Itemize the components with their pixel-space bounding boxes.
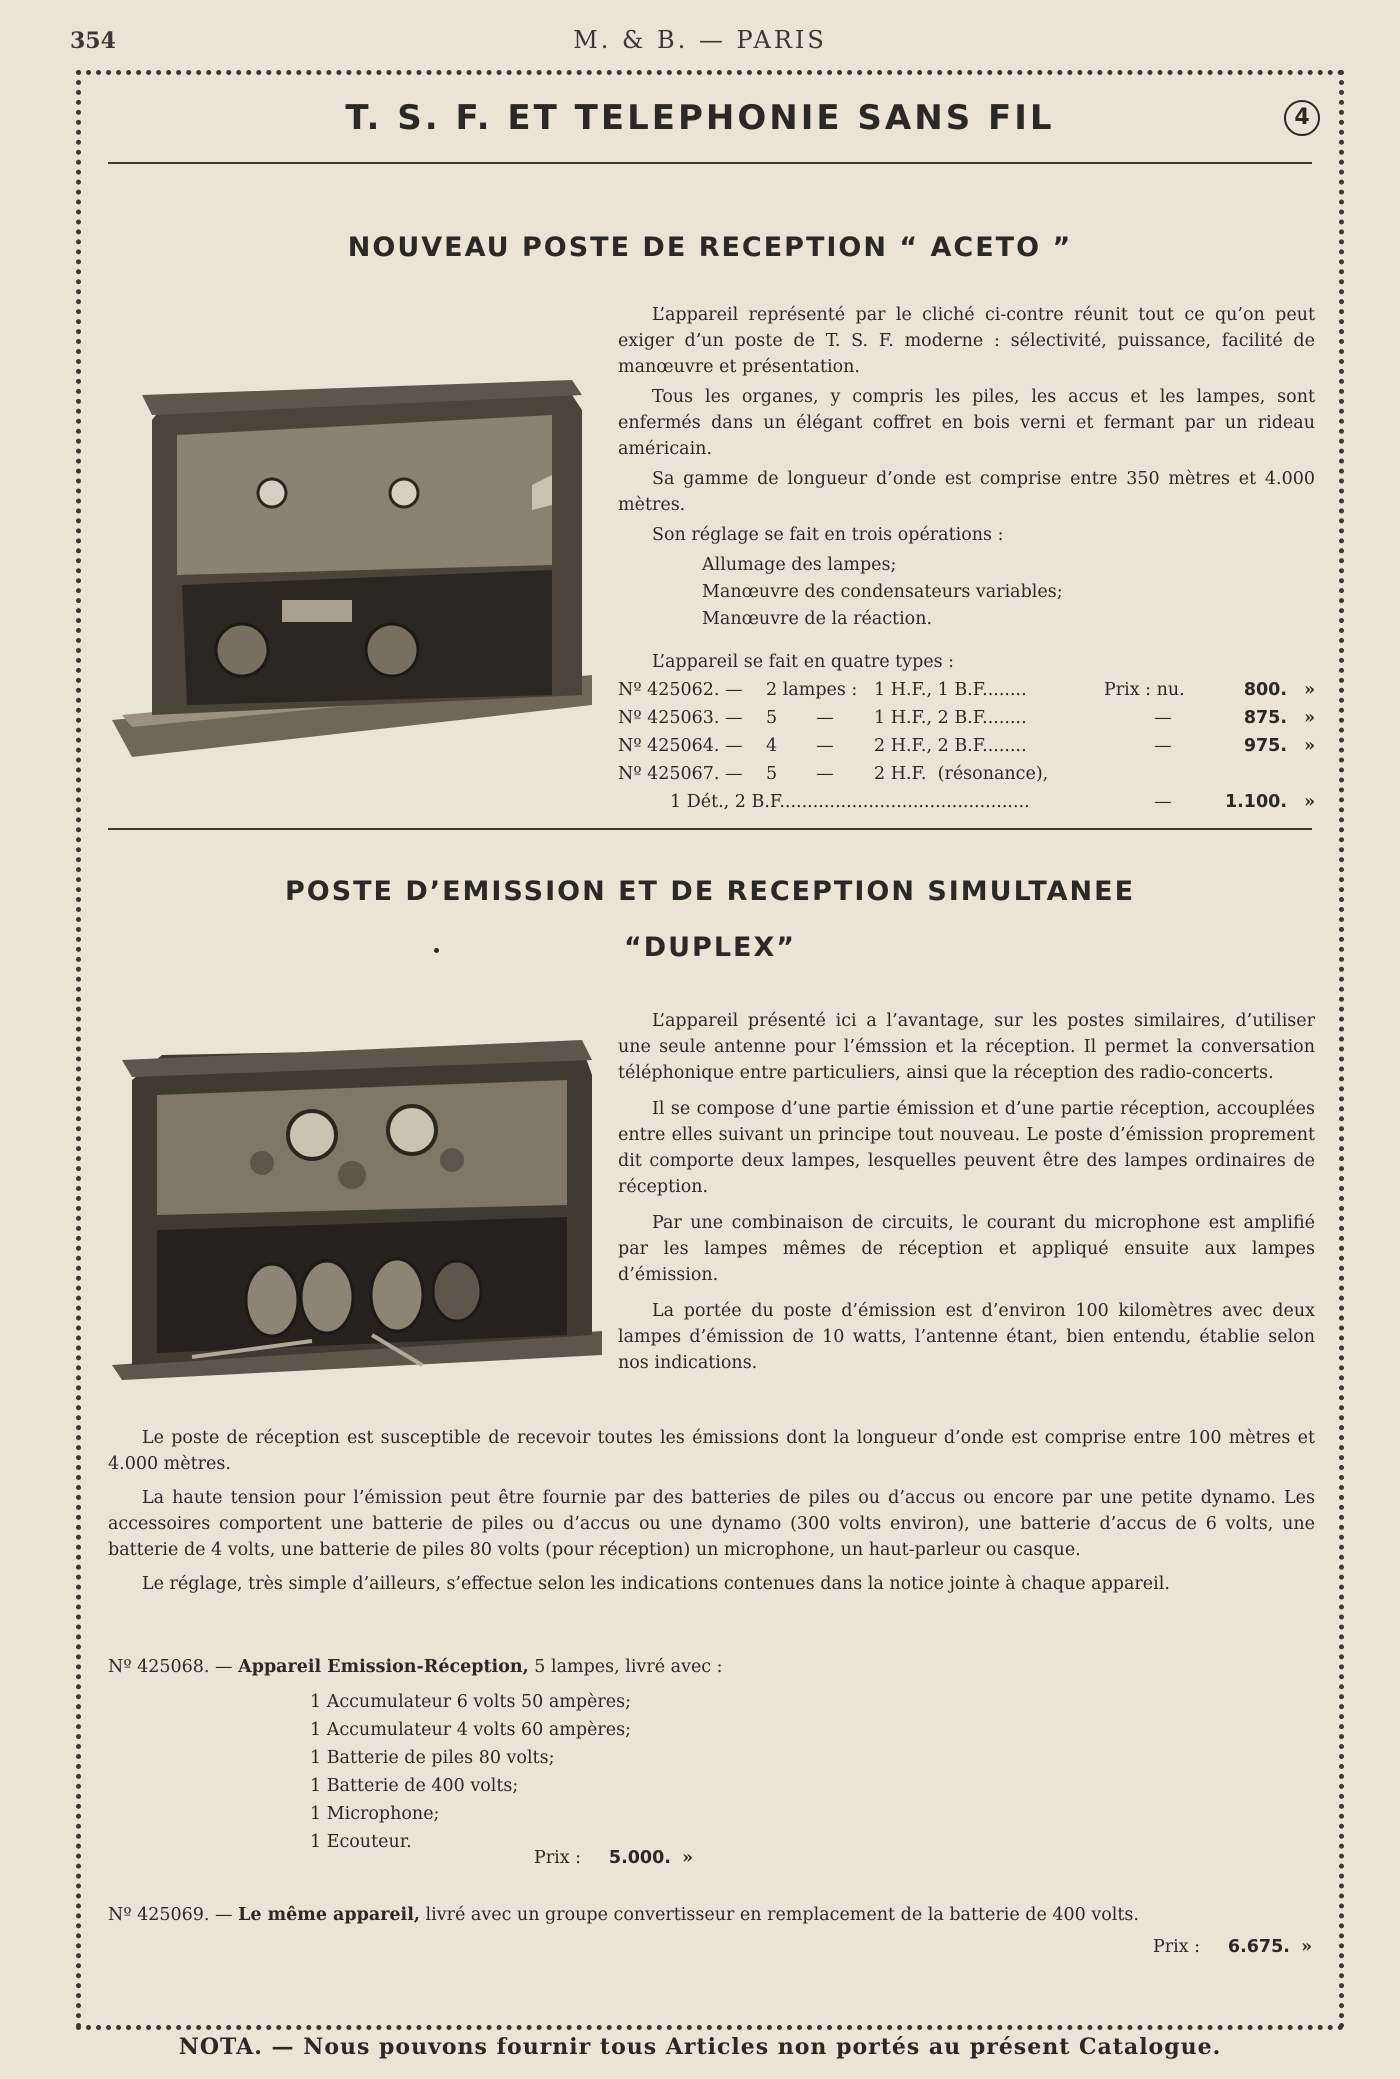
aceto-price-table (618, 652, 1315, 820)
price-row: Nº 425064. — 4 — 2 H.F., 2 B.F........ — 975. » (618, 736, 1315, 756)
price-row: Nº 425067. — 5 — 2 H.F. (résonance), (618, 764, 1049, 784)
accessory-item: 1 Accumulateur 4 volts 60 ampères; (310, 1720, 631, 1740)
page-number: 354 (70, 28, 116, 54)
accessory-item: 1 Batterie de 400 volts; (310, 1776, 519, 1796)
section-title: T. S. F. ET TELEPHONIE SANS FIL (345, 98, 1055, 138)
duplex-paragraph: Il se compose d’une partie émission et d’une partie réception, accouplées entre elles suivant un principe tout nouveau. Le poste d’émission proprement dit comporte deux lampes, lesquelles peuvent être des lampes ordinaires de réception. (618, 1099, 1315, 1197)
duplex-paragraph: La haute tension pour l’émission peut être fournie par des batteries de piles ou d’accus ou encore par une petite dynamo. Les accessoires comportent une batterie de piles ou d’accus ou une dynamo (300 volts environ), une batterie d’accus de 6 volts, une batterie de 4 volts, une batterie de piles 80 volts (pour réception) un microphone, un haut-parleur ou casque. (108, 1488, 1315, 1560)
divider (108, 162, 1312, 164)
aceto-operations-list (702, 552, 1315, 633)
item-425069-price: Prix : 6.675. » (1153, 1937, 1312, 1957)
duplex-paragraph: L’appareil présenté ici a l’avantage, sur les postes similaires, d’utiliser une seule antenne pour l’émssion et la réception. Il permet la conversation téléphonique entre particuliers, ainsi que la réception des radio-concerts. (618, 1011, 1315, 1083)
publisher-header: M. & B. — PARIS (573, 26, 827, 54)
duplex-full-text (108, 1425, 1315, 1601)
item-425068-price: Prix : 5.000. » (534, 1848, 693, 1868)
duplex-title: POSTE D’EMISSION ET DE RECEPTION SIMULTANEE (284, 876, 1136, 907)
aceto-radio-illustration (112, 375, 592, 765)
accessory-item: 1 Batterie de piles 80 volts; (310, 1748, 555, 1768)
duplex-paragraph: Par une combinaison de circuits, le courant du microphone est amplifié par les lampes mêmes de réception et appliqué ensuite aux lampes d’émission. (618, 1213, 1315, 1285)
accessory-item: 1 Microphone; (310, 1804, 440, 1824)
price-row: 1 Dét., 2 B.F............................................. — 1.100. » (670, 792, 1315, 812)
nota-footer: NOTA. — Nous pouvons fournir tous Articles non portés au présent Catalogue. (178, 2034, 1222, 2060)
item-425068-list (310, 1688, 631, 1856)
price-row: Nº 425063. — 5 — 1 H.F., 2 B.F........ — 875. » (618, 708, 1315, 728)
aceto-paragraph: L’appareil représenté par le cliché ci-contre réunit tout ce qu’on peut exiger d’un poste de T. S. F. moderne : sélectivité, puissance, facilité de manœuvre et présentation. (618, 305, 1315, 377)
duplex-radio-illustration (112, 1035, 602, 1380)
duplex-paragraph: La portée du poste d’émission est d’environ 100 kilomètres avec deux lampes d’émission de 10 watts, l’antenne étant, bien entendu, établie selon nos indications. (618, 1301, 1315, 1373)
aceto-paragraph: Son réglage se fait en trois opérations : (652, 525, 1004, 545)
duplex-subtitle: “DUPLEX” (623, 932, 797, 963)
accessory-item: 1 Ecouteur. (310, 1832, 412, 1852)
duplex-paragraph: Le réglage, très simple d’ailleurs, s’effectue selon les indications contenues dans la notice jointe à chaque appareil. (142, 1574, 1170, 1594)
duplex-paragraph: Le poste de réception est susceptible de recevoir toutes les émissions dont la longueur d’onde est comprise entre 100 mètres et 4.000 mètres. (108, 1428, 1315, 1474)
item-425068: Nº 425068. — Appareil Emission-Réception, 5 lampes, livré avec : (108, 1657, 723, 1677)
aceto-paragraph: Sa gamme de longueur d’onde est comprise entre 350 mètres et 4.000 mètres. (618, 469, 1315, 515)
price-row: Nº 425062. — 2 lampes : 1 H.F., 1 B.F........ Prix : nu. 800. » (618, 680, 1315, 700)
divider (108, 828, 1312, 830)
operation-item: Allumage des lampes; (702, 555, 897, 575)
operation-item: Manœuvre de la réaction. (702, 609, 933, 629)
ornament-dot (434, 948, 439, 953)
types-intro: L’appareil se fait en quatre types : (652, 652, 955, 672)
duplex-description (618, 1008, 1315, 1380)
aceto-description (618, 302, 1315, 639)
operation-item: Manœuvre des condensateurs variables; (702, 582, 1063, 602)
item-425069: Nº 425069. — Le même appareil, livré avec un groupe convertisseur en remplacement de la batterie de 400 volts. (108, 1905, 1139, 1925)
accessory-item: 1 Accumulateur 6 volts 50 ampères; (310, 1692, 631, 1712)
aceto-title: NOUVEAU POSTE DE RECEPTION “ ACETO ” (347, 232, 1073, 263)
section-number-badge: 4 (1284, 100, 1320, 136)
aceto-paragraph: Tous les organes, y compris les piles, les accus et les lampes, sont enfermés dans un élégant coffret en bois verni et fermant par un rideau américain. (618, 387, 1315, 459)
